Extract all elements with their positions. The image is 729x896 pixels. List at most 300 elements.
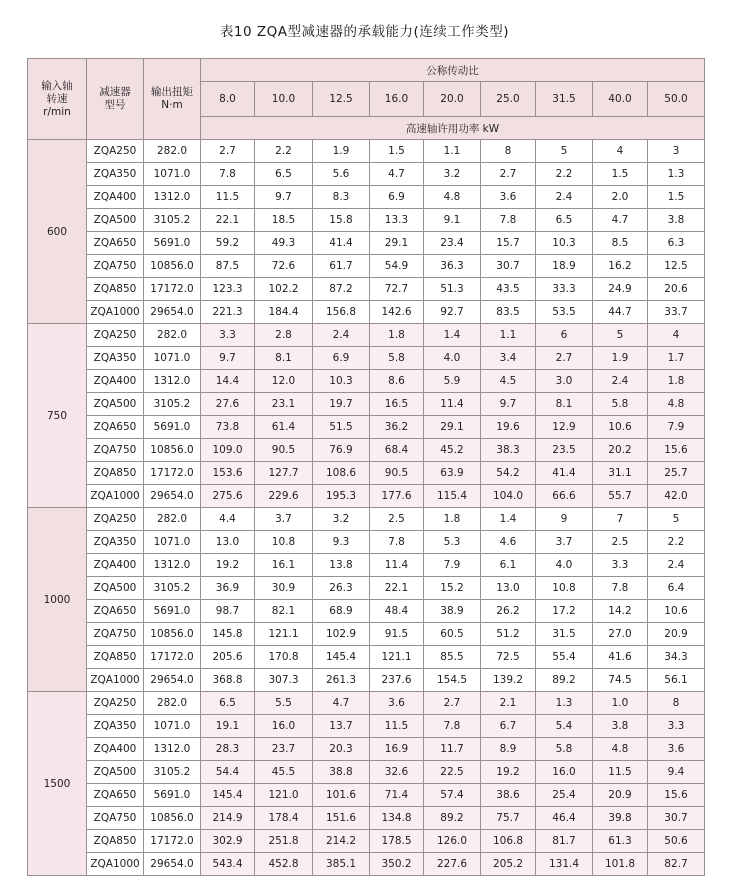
table-title: 表10 ZQA型减速器的承载能力(连续工作类型): [219, 24, 510, 40]
power-cell: 22.1: [201, 209, 255, 232]
power-cell: 10.8: [536, 577, 593, 600]
power-cell: 1.5: [370, 140, 424, 163]
power-cell: 10.3: [313, 370, 370, 393]
power-cell: 12.9: [536, 416, 593, 439]
power-cell: 3.2: [313, 508, 370, 531]
power-cell: 1.0: [593, 692, 648, 715]
power-cell: 92.7: [424, 301, 481, 324]
power-cell: 7.8: [593, 577, 648, 600]
power-cell: 34.3: [648, 646, 705, 669]
power-cell: 13.7: [313, 715, 370, 738]
power-cell: 2.5: [593, 531, 648, 554]
power-cell: 10.3: [536, 232, 593, 255]
power-cell: 68.4: [370, 439, 424, 462]
power-cell: 61.7: [313, 255, 370, 278]
model-cell: ZQA250: [87, 140, 144, 163]
power-cell: 16.0: [255, 715, 313, 738]
power-cell: 3.8: [593, 715, 648, 738]
table-row: [28, 163, 705, 186]
model-header: [87, 59, 144, 140]
power-cell: 56.1: [648, 669, 705, 692]
power-cell: 4.7: [313, 692, 370, 715]
power-cell: 6.9: [313, 347, 370, 370]
speed-group: [28, 140, 705, 324]
power-cell: 81.7: [536, 830, 593, 853]
power-cell: 49.3: [255, 232, 313, 255]
power-cell: 22.1: [370, 577, 424, 600]
power-cell: 101.8: [593, 853, 648, 876]
torque-cell: 5691.0: [144, 600, 201, 623]
power-cell: 30.9: [255, 577, 313, 600]
torque-cell: 1312.0: [144, 554, 201, 577]
power-cell: 2.5: [370, 508, 424, 531]
power-cell: 29.1: [370, 232, 424, 255]
power-cell: 72.5: [481, 646, 536, 669]
power-cell: 3.6: [648, 738, 705, 761]
power-cell: 90.5: [370, 462, 424, 485]
power-cell: 23.1: [255, 393, 313, 416]
torque-cell: 10856.0: [144, 439, 201, 462]
power-cell: 11.4: [424, 393, 481, 416]
torque-header: [144, 59, 201, 140]
table-row: [28, 646, 705, 669]
table-row: [28, 301, 705, 324]
input-speed-header-line: r/min: [43, 105, 71, 118]
power-cell: 7.8: [201, 163, 255, 186]
torque-cell: 17172.0: [144, 278, 201, 301]
ratio-header: 10.0: [255, 82, 313, 117]
power-cell: 82.7: [648, 853, 705, 876]
power-cell: 151.6: [313, 807, 370, 830]
table-row: [28, 669, 705, 692]
torque-cell: 1071.0: [144, 715, 201, 738]
power-cell: 45.5: [255, 761, 313, 784]
power-cell: 8.5: [593, 232, 648, 255]
power-cell: 134.8: [370, 807, 424, 830]
power-cell: 76.9: [313, 439, 370, 462]
power-cell: 121.1: [370, 646, 424, 669]
power-cell: 38.3: [481, 439, 536, 462]
power-group-header: 高速轴许用功率 kW: [201, 117, 705, 140]
table-row: [28, 439, 705, 462]
power-cell: 32.6: [370, 761, 424, 784]
power-cell: 2.4: [648, 554, 705, 577]
power-cell: 19.6: [481, 416, 536, 439]
power-cell: 51.2: [481, 623, 536, 646]
power-cell: 5.8: [593, 393, 648, 416]
power-cell: 27.6: [201, 393, 255, 416]
power-cell: 5.3: [424, 531, 481, 554]
model-cell: ZQA350: [87, 347, 144, 370]
power-cell: 15.7: [481, 232, 536, 255]
ratio-header: 31.5: [536, 82, 593, 117]
power-cell: 25.4: [536, 784, 593, 807]
input-speed-cell: 1500: [28, 692, 87, 876]
table-header: [28, 59, 705, 140]
power-cell: 23.5: [536, 439, 593, 462]
power-cell: 131.4: [536, 853, 593, 876]
power-cell: 121.0: [255, 784, 313, 807]
power-cell: 87.2: [313, 278, 370, 301]
power-cell: 51.5: [313, 416, 370, 439]
power-cell: 1.8: [424, 508, 481, 531]
power-cell: 2.1: [481, 692, 536, 715]
power-cell: 251.8: [255, 830, 313, 853]
power-cell: 3.3: [593, 554, 648, 577]
power-cell: 8: [481, 140, 536, 163]
power-cell: 4.8: [593, 738, 648, 761]
power-cell: 54.4: [201, 761, 255, 784]
power-cell: 9.7: [255, 186, 313, 209]
table-row: [28, 531, 705, 554]
table-row: [28, 577, 705, 600]
model-cell: ZQA650: [87, 416, 144, 439]
torque-cell: 3105.2: [144, 761, 201, 784]
power-cell: 41.4: [313, 232, 370, 255]
power-cell: 307.3: [255, 669, 313, 692]
power-cell: 3.4: [481, 347, 536, 370]
power-cell: 229.6: [255, 485, 313, 508]
power-cell: 1.1: [481, 324, 536, 347]
power-cell: 1.3: [536, 692, 593, 715]
power-cell: 8.3: [313, 186, 370, 209]
torque-cell: 1312.0: [144, 370, 201, 393]
power-cell: 154.5: [424, 669, 481, 692]
model-cell: ZQA400: [87, 738, 144, 761]
power-cell: 4.8: [648, 393, 705, 416]
power-cell: 8.1: [255, 347, 313, 370]
power-cell: 38.9: [424, 600, 481, 623]
power-cell: 109.0: [201, 439, 255, 462]
power-cell: 2.7: [201, 140, 255, 163]
power-cell: 14.4: [201, 370, 255, 393]
power-cell: 1.8: [648, 370, 705, 393]
power-cell: 90.5: [255, 439, 313, 462]
power-cell: 19.2: [481, 761, 536, 784]
power-cell: 12.5: [648, 255, 705, 278]
model-cell: ZQA650: [87, 784, 144, 807]
power-cell: 127.7: [255, 462, 313, 485]
input-speed-header: [28, 59, 87, 140]
power-cell: 2.2: [255, 140, 313, 163]
power-cell: 51.3: [424, 278, 481, 301]
model-cell: ZQA850: [87, 278, 144, 301]
power-cell: 13.8: [313, 554, 370, 577]
torque-cell: 3105.2: [144, 393, 201, 416]
torque-cell: 282.0: [144, 140, 201, 163]
table-row: [28, 462, 705, 485]
power-cell: 4: [593, 140, 648, 163]
power-cell: 91.5: [370, 623, 424, 646]
power-cell: 178.5: [370, 830, 424, 853]
table-row: [28, 324, 705, 347]
power-cell: 38.6: [481, 784, 536, 807]
power-cell: 3.6: [370, 692, 424, 715]
power-cell: 1.4: [481, 508, 536, 531]
power-cell: 54.2: [481, 462, 536, 485]
power-cell: 13.3: [370, 209, 424, 232]
power-cell: 142.6: [370, 301, 424, 324]
power-cell: 108.6: [313, 462, 370, 485]
model-cell: ZQA400: [87, 554, 144, 577]
power-cell: 7.9: [648, 416, 705, 439]
speed-group: [28, 324, 705, 508]
power-cell: 6: [536, 324, 593, 347]
power-cell: 3.0: [536, 370, 593, 393]
power-cell: 6.5: [255, 163, 313, 186]
power-cell: 1.5: [593, 163, 648, 186]
power-cell: 13.0: [481, 577, 536, 600]
model-cell: ZQA350: [87, 163, 144, 186]
power-cell: 61.4: [255, 416, 313, 439]
power-cell: 11.5: [370, 715, 424, 738]
power-cell: 4.4: [201, 508, 255, 531]
power-cell: 4.6: [481, 531, 536, 554]
power-cell: 145.8: [201, 623, 255, 646]
power-cell: 75.7: [481, 807, 536, 830]
power-cell: 1.8: [370, 324, 424, 347]
power-cell: 6.9: [370, 186, 424, 209]
table-row: [28, 255, 705, 278]
power-cell: 20.6: [648, 278, 705, 301]
power-cell: 6.4: [648, 577, 705, 600]
capacity-table: [27, 58, 705, 876]
power-cell: 24.9: [593, 278, 648, 301]
power-cell: 5.6: [313, 163, 370, 186]
power-cell: 2.4: [313, 324, 370, 347]
power-cell: 104.0: [481, 485, 536, 508]
table-row: [28, 853, 705, 876]
power-cell: 20.9: [648, 623, 705, 646]
power-cell: 20.9: [593, 784, 648, 807]
power-cell: 20.2: [593, 439, 648, 462]
power-cell: 61.3: [593, 830, 648, 853]
table-row: [28, 554, 705, 577]
torque-cell: 29654.0: [144, 853, 201, 876]
power-cell: 33.7: [648, 301, 705, 324]
torque-cell: 5691.0: [144, 232, 201, 255]
input-speed-cell: 1000: [28, 508, 87, 692]
power-cell: 3.7: [255, 508, 313, 531]
torque-cell: 10856.0: [144, 623, 201, 646]
power-cell: 9.4: [648, 761, 705, 784]
power-cell: 12.0: [255, 370, 313, 393]
ratio-header: 50.0: [648, 82, 705, 117]
model-cell: ZQA250: [87, 508, 144, 531]
power-cell: 4.0: [536, 554, 593, 577]
model-cell: ZQA1000: [87, 485, 144, 508]
power-cell: 23.4: [424, 232, 481, 255]
model-header-line: 减速器: [99, 86, 131, 98]
power-cell: 177.6: [370, 485, 424, 508]
power-cell: 10.6: [593, 416, 648, 439]
power-cell: 2.0: [593, 186, 648, 209]
power-cell: 145.4: [313, 646, 370, 669]
power-cell: 205.2: [481, 853, 536, 876]
power-cell: 6.5: [201, 692, 255, 715]
power-cell: 3.6: [481, 186, 536, 209]
table-row: [28, 416, 705, 439]
torque-header-line: 输出扭矩: [151, 86, 193, 98]
torque-cell: 17172.0: [144, 830, 201, 853]
model-cell: ZQA750: [87, 807, 144, 830]
power-cell: 16.1: [255, 554, 313, 577]
power-cell: 126.0: [424, 830, 481, 853]
table-row: [28, 508, 705, 531]
power-cell: 33.3: [536, 278, 593, 301]
model-cell: ZQA250: [87, 324, 144, 347]
table-row: [28, 347, 705, 370]
torque-header-line: N·m: [161, 99, 183, 111]
model-cell: ZQA500: [87, 393, 144, 416]
model-cell: ZQA350: [87, 715, 144, 738]
table-row: [28, 140, 705, 163]
power-cell: 68.9: [313, 600, 370, 623]
model-cell: ZQA750: [87, 623, 144, 646]
torque-cell: 1071.0: [144, 163, 201, 186]
power-cell: 36.2: [370, 416, 424, 439]
power-cell: 7.9: [424, 554, 481, 577]
power-cell: 11.7: [424, 738, 481, 761]
power-cell: 9.7: [201, 347, 255, 370]
power-cell: 5.8: [370, 347, 424, 370]
power-cell: 4.7: [370, 163, 424, 186]
power-cell: 2.7: [424, 692, 481, 715]
power-cell: 17.2: [536, 600, 593, 623]
power-cell: 3.3: [648, 715, 705, 738]
power-cell: 3: [648, 140, 705, 163]
power-cell: 5.4: [536, 715, 593, 738]
power-cell: 302.9: [201, 830, 255, 853]
power-cell: 121.1: [255, 623, 313, 646]
power-cell: 139.2: [481, 669, 536, 692]
power-cell: 43.5: [481, 278, 536, 301]
model-cell: ZQA500: [87, 761, 144, 784]
power-cell: 46.4: [536, 807, 593, 830]
table-row: [28, 485, 705, 508]
power-cell: 1.9: [313, 140, 370, 163]
torque-cell: 29654.0: [144, 485, 201, 508]
power-cell: 71.4: [370, 784, 424, 807]
power-cell: 25.7: [648, 462, 705, 485]
power-cell: 30.7: [481, 255, 536, 278]
model-cell: ZQA250: [87, 692, 144, 715]
table-row: [28, 370, 705, 393]
torque-cell: 282.0: [144, 324, 201, 347]
power-cell: 6.5: [536, 209, 593, 232]
power-cell: 16.5: [370, 393, 424, 416]
model-cell: ZQA350: [87, 531, 144, 554]
table-row: [28, 186, 705, 209]
power-cell: 87.5: [201, 255, 255, 278]
power-cell: 452.8: [255, 853, 313, 876]
power-cell: 18.5: [255, 209, 313, 232]
torque-cell: 17172.0: [144, 646, 201, 669]
table-row: [28, 738, 705, 761]
power-cell: 19.2: [201, 554, 255, 577]
power-cell: 7.8: [370, 531, 424, 554]
power-cell: 50.6: [648, 830, 705, 853]
power-cell: 60.5: [424, 623, 481, 646]
table-row: [28, 393, 705, 416]
power-cell: 115.4: [424, 485, 481, 508]
power-cell: 1.7: [648, 347, 705, 370]
torque-cell: 5691.0: [144, 416, 201, 439]
model-cell: ZQA850: [87, 462, 144, 485]
power-cell: 8.1: [536, 393, 593, 416]
table-row: [28, 692, 705, 715]
power-cell: 36.9: [201, 577, 255, 600]
power-cell: 123.3: [201, 278, 255, 301]
power-cell: 8: [648, 692, 705, 715]
power-cell: 9.1: [424, 209, 481, 232]
model-cell: ZQA1000: [87, 669, 144, 692]
torque-cell: 1071.0: [144, 347, 201, 370]
power-cell: 22.5: [424, 761, 481, 784]
power-cell: 275.6: [201, 485, 255, 508]
power-cell: 205.6: [201, 646, 255, 669]
power-cell: 11.5: [201, 186, 255, 209]
power-cell: 19.7: [313, 393, 370, 416]
power-cell: 31.1: [593, 462, 648, 485]
power-cell: 55.4: [536, 646, 593, 669]
input-speed-cell: 600: [28, 140, 87, 324]
ratio-header: 8.0: [201, 82, 255, 117]
ratio-header: 20.0: [424, 82, 481, 117]
power-cell: 102.2: [255, 278, 313, 301]
model-cell: ZQA1000: [87, 301, 144, 324]
ratio-header: 12.5: [313, 82, 370, 117]
torque-cell: 282.0: [144, 692, 201, 715]
power-cell: 23.7: [255, 738, 313, 761]
power-cell: 2.2: [648, 531, 705, 554]
model-cell: ZQA400: [87, 186, 144, 209]
power-cell: 184.4: [255, 301, 313, 324]
power-cell: 26.2: [481, 600, 536, 623]
power-cell: 28.3: [201, 738, 255, 761]
power-cell: 41.4: [536, 462, 593, 485]
ratio-header: 16.0: [370, 82, 424, 117]
model-cell: ZQA750: [87, 439, 144, 462]
power-cell: 6.7: [481, 715, 536, 738]
power-cell: 3.3: [201, 324, 255, 347]
power-cell: 85.5: [424, 646, 481, 669]
power-cell: 102.9: [313, 623, 370, 646]
power-cell: 66.6: [536, 485, 593, 508]
power-cell: 543.4: [201, 853, 255, 876]
power-cell: 41.6: [593, 646, 648, 669]
table-row: [28, 623, 705, 646]
torque-cell: 10856.0: [144, 255, 201, 278]
power-cell: 10.6: [648, 600, 705, 623]
ratio-header: 40.0: [593, 82, 648, 117]
power-cell: 73.8: [201, 416, 255, 439]
table-row: [28, 232, 705, 255]
power-cell: 2.4: [536, 186, 593, 209]
power-cell: 1.5: [648, 186, 705, 209]
power-cell: 72.7: [370, 278, 424, 301]
power-cell: 214.2: [313, 830, 370, 853]
power-cell: 2.4: [593, 370, 648, 393]
model-header-line: 型号: [104, 99, 126, 111]
power-cell: 42.0: [648, 485, 705, 508]
power-cell: 63.9: [424, 462, 481, 485]
power-cell: 15.2: [424, 577, 481, 600]
power-cell: 3.7: [536, 531, 593, 554]
power-cell: 5: [593, 324, 648, 347]
power-cell: 170.8: [255, 646, 313, 669]
model-cell: ZQA850: [87, 646, 144, 669]
